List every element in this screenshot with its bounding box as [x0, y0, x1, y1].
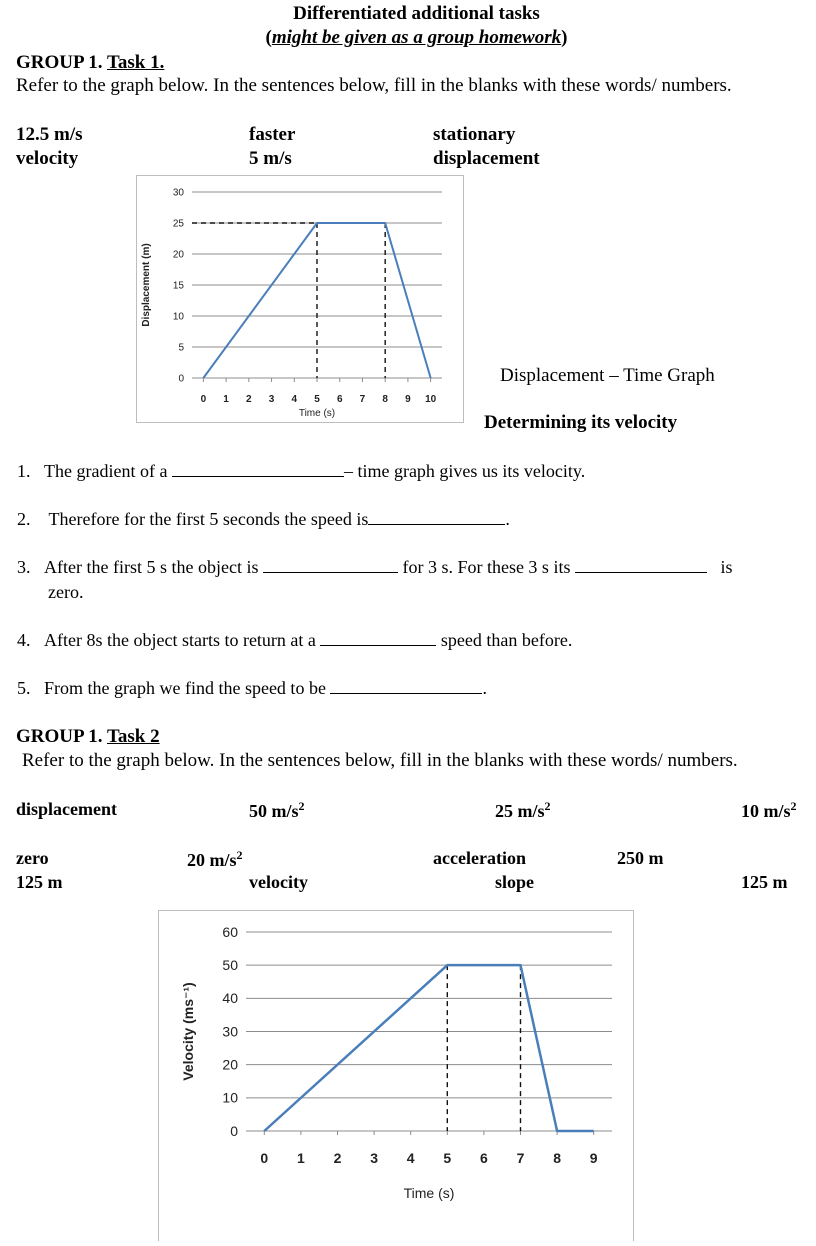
word-bank-item: displacement	[433, 148, 540, 170]
question-text: – time graph gives us its velocity.	[344, 461, 585, 481]
graph-subcaption: Determining its velocity	[484, 412, 677, 434]
question-3	[17, 557, 732, 578]
y-axis-label: Displacement (m)	[141, 243, 152, 326]
task2-heading	[16, 726, 160, 748]
question-text: is	[720, 557, 732, 577]
y-tick-label: 60	[222, 924, 238, 940]
word-bank-item: 50 $m/s^2$	[249, 799, 305, 822]
y-tick-label: 30	[173, 188, 185, 199]
y-tick-label: 10	[173, 312, 185, 323]
x-tick-label: 6	[480, 1150, 488, 1166]
data-series-line	[203, 223, 430, 378]
question-text: After the first 5 s the object is	[44, 557, 258, 577]
task1-instructions: Refer to the graph below. In the sentences below, fill in the blanks with these words/ numbers.	[16, 75, 732, 97]
doc-subtitle: (might be given as a group homework)	[0, 27, 816, 49]
question-number: 2.	[17, 509, 31, 529]
x-axis-label: Time (s)	[299, 408, 335, 419]
word-bank-item: 250 m	[617, 848, 664, 869]
x-tick-label: 1	[223, 394, 229, 405]
word-bank-item: 25 $m/s^2$	[495, 799, 551, 822]
x-tick-label: 10	[425, 394, 437, 405]
x-tick-label: 5	[314, 394, 320, 405]
word-bank-item: displacement	[16, 799, 117, 820]
displacement-time-chart	[136, 175, 464, 423]
doc-title: Differentiated additional tasks	[0, 3, 816, 25]
x-tick-label: 9	[405, 394, 411, 405]
answer-blank[interactable]	[172, 462, 344, 477]
task1-heading-prefix: GROUP 1.	[16, 52, 103, 73]
y-tick-label: 5	[178, 343, 184, 354]
word-bank-item: faster	[249, 124, 295, 146]
x-tick-label: 6	[337, 394, 343, 405]
x-tick-label: 2	[334, 1150, 342, 1166]
question-5	[17, 678, 487, 699]
y-tick-label: 10	[222, 1090, 238, 1106]
answer-blank[interactable]	[368, 510, 505, 525]
question-text: .	[482, 678, 487, 698]
question-number: 5.	[17, 678, 31, 698]
y-tick-label: 0	[230, 1123, 238, 1139]
y-tick-label: 50	[222, 957, 238, 973]
x-tick-label: 1	[297, 1150, 305, 1166]
question-text: After 8s the object starts to return at a	[44, 630, 316, 650]
x-tick-label: 5	[443, 1150, 451, 1166]
x-tick-label: 4	[407, 1150, 415, 1166]
x-tick-label: 8	[382, 394, 388, 405]
y-tick-label: 30	[222, 1023, 238, 1039]
answer-blank[interactable]	[330, 679, 482, 694]
doc-subtitle-text: might be given as a group homework	[272, 27, 561, 48]
word-bank-item: 10 $m/s^2$	[741, 799, 797, 822]
y-tick-label: 0	[178, 374, 184, 385]
task2-heading-prefix: GROUP 1.	[16, 726, 103, 747]
x-tick-label: 3	[269, 394, 275, 405]
word-bank-item: velocity	[249, 872, 308, 893]
y-tick-label: 20	[222, 1057, 238, 1073]
y-tick-label: 20	[173, 250, 185, 261]
question-2	[17, 509, 510, 530]
velocity-time-chart	[158, 910, 634, 1241]
question-text: Therefore for the first 5 seconds the speed is	[49, 509, 369, 529]
x-tick-label: 8	[553, 1150, 561, 1166]
y-tick-label: 40	[222, 990, 238, 1006]
word-bank-item: 125 m	[16, 872, 63, 893]
data-series-line	[264, 965, 593, 1131]
x-tick-label: 9	[590, 1150, 598, 1166]
y-axis-label: Velocity (ms⁻¹)	[180, 982, 196, 1080]
word-bank-item: stationary	[433, 124, 515, 146]
x-tick-label: 2	[246, 394, 252, 405]
x-tick-label: 0	[260, 1150, 268, 1166]
question-number: 4.	[17, 630, 31, 650]
answer-blank[interactable]	[575, 558, 707, 573]
question-number: 3.	[17, 557, 31, 577]
question-text: for 3 s. For these 3 s its	[402, 557, 570, 577]
word-bank-item: 20 $m/s^2$	[187, 848, 243, 871]
question-3-continued: zero.	[48, 582, 83, 603]
word-bank-item: acceleration	[433, 848, 526, 869]
answer-blank[interactable]	[263, 558, 398, 573]
question-text: speed than before.	[441, 630, 572, 650]
question-text: From the graph we find the speed to be	[44, 678, 326, 698]
question-number: 1.	[17, 461, 31, 481]
question-text: The gradient of a	[44, 461, 167, 481]
word-bank-item: velocity	[16, 148, 78, 170]
x-tick-label: 0	[201, 394, 207, 405]
word-bank-item: 5 m/s	[249, 148, 292, 170]
word-bank-item: 125 m	[741, 872, 788, 893]
x-axis-label: Time (s)	[404, 1185, 455, 1201]
y-tick-label: 25	[173, 219, 185, 230]
word-bank-item: 12.5 m/s	[16, 124, 83, 146]
task1-heading	[16, 52, 164, 74]
y-tick-label: 15	[173, 281, 185, 292]
question-1	[17, 461, 585, 482]
word-bank-item: slope	[495, 872, 534, 893]
question-4	[17, 630, 572, 651]
question-text: .	[505, 509, 510, 529]
task2-instructions: Refer to the graph below. In the sentences below, fill in the blanks with these words/ numbers.	[22, 750, 738, 772]
x-tick-label: 3	[370, 1150, 378, 1166]
word-bank-item: zero	[16, 848, 49, 869]
velocity-time-chart-svg	[159, 911, 633, 1241]
answer-blank[interactable]	[320, 631, 436, 646]
task2-heading-task: Task 2	[107, 726, 160, 747]
task1-heading-task: Task 1.	[107, 52, 164, 73]
displacement-time-chart-svg	[137, 176, 463, 422]
x-tick-label: 7	[517, 1150, 525, 1166]
graph-caption: Displacement – Time Graph	[500, 365, 715, 387]
x-tick-label: 7	[360, 394, 366, 405]
x-tick-label: 4	[291, 394, 297, 405]
